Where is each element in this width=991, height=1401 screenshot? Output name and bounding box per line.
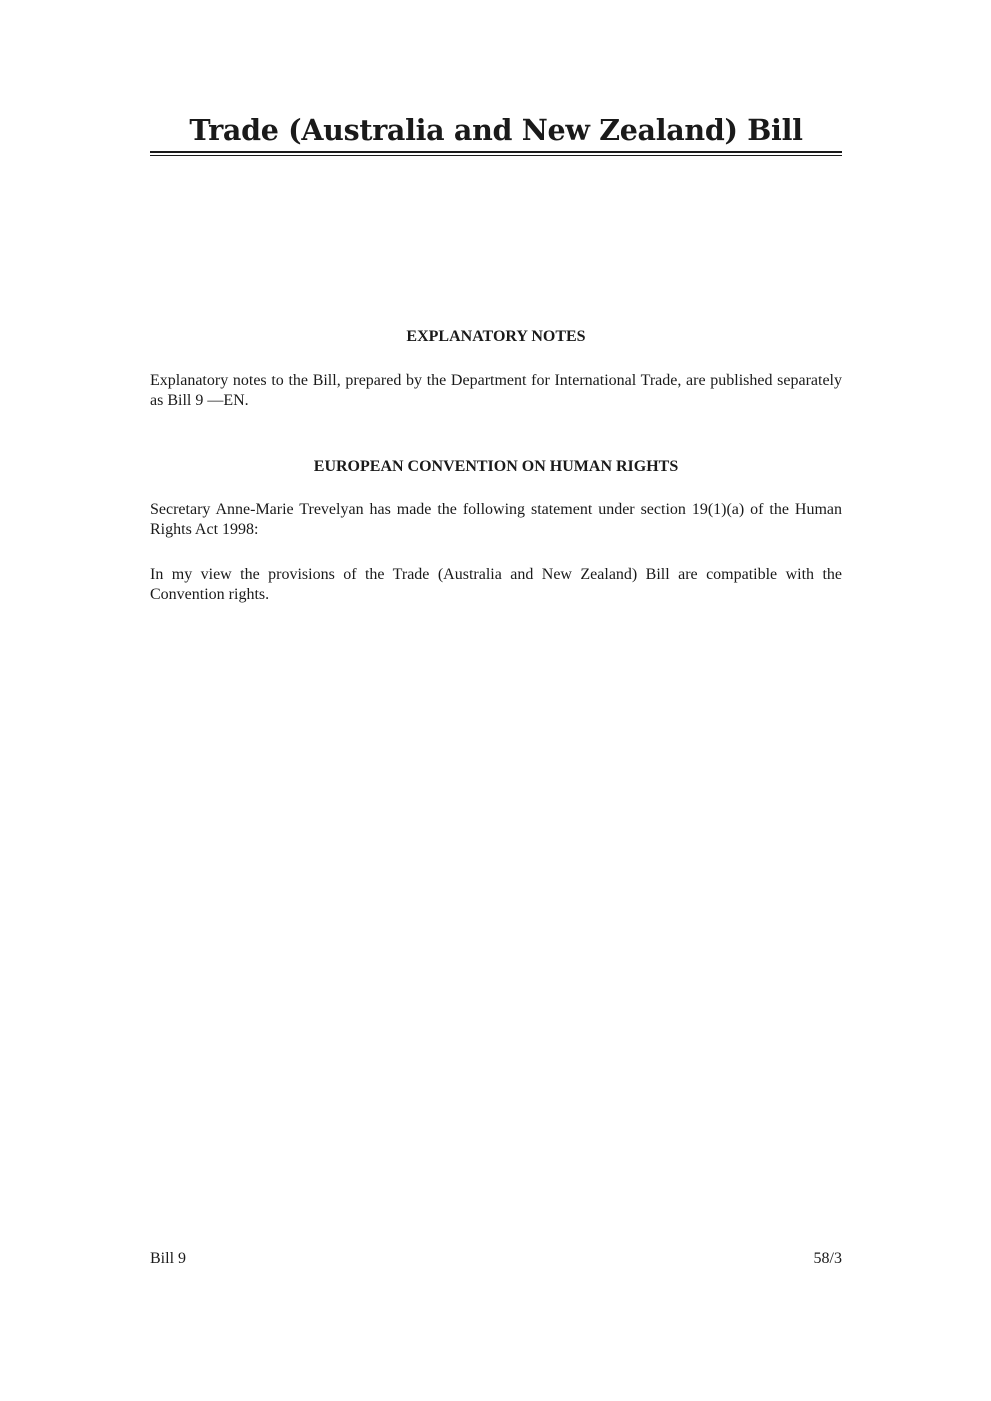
- echr-view: In my view the provisions of the Trade (Australia and New Zealand) Bill are compatible with the Convention rights.: [150, 566, 842, 603]
- bill-title: Trade (Australia and New Zealand) Bill: [189, 113, 803, 147]
- echr-statement: Secretary Anne-Marie Trevelyan has made the following statement under section 19(1)(a) of the Human Rights Act 1998:: [150, 501, 842, 538]
- explanatory-notes-body: Explanatory notes to the Bill, prepared by the Department for International Trade, are published separately as Bill 9 —EN.: [150, 372, 842, 409]
- footer-reference: 58/3: [813, 1250, 842, 1267]
- footer-bill-number: Bill 9: [150, 1250, 187, 1267]
- title-rule-thin: [150, 155, 842, 156]
- echr-heading: EUROPEAN CONVENTION ON HUMAN RIGHTS: [313, 458, 679, 475]
- title-rule-thick: [150, 151, 842, 153]
- explanatory-notes-heading: EXPLANATORY NOTES: [406, 328, 586, 345]
